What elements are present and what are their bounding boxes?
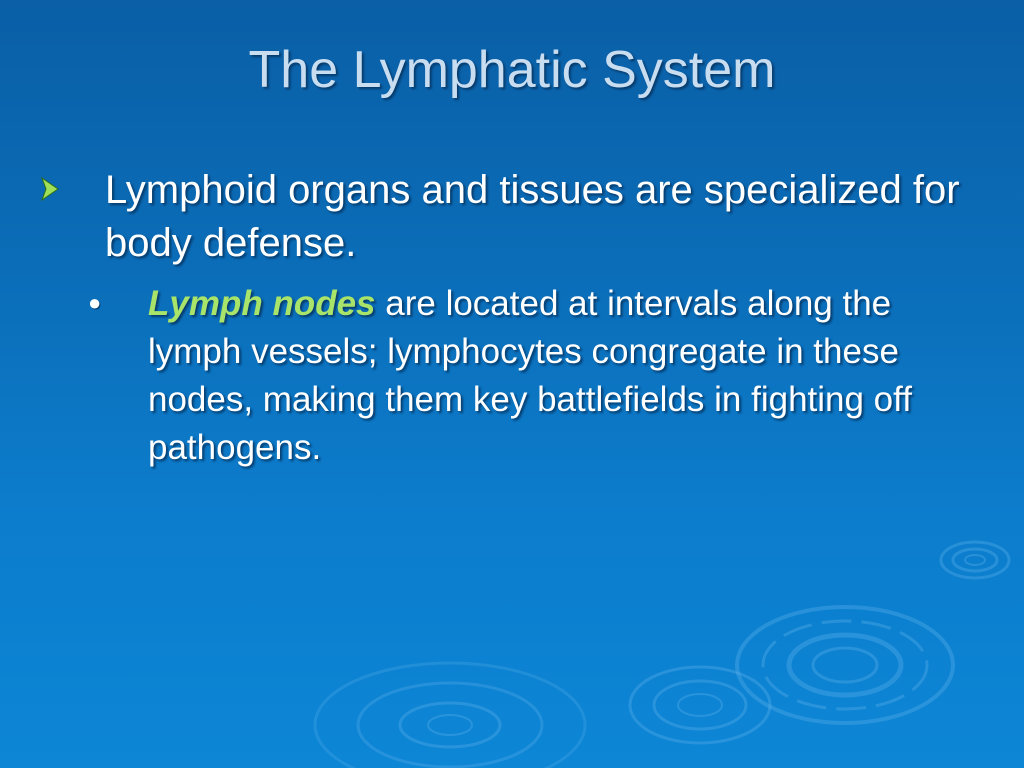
sub-bullet-body: are located at intervals along the lymph vessels; lymphocytes congregate in these nodes, making them key battlefields in fighting off pathogens. (148, 284, 912, 467)
highlighted-term: Lymph nodes (148, 284, 376, 323)
slide-title: The Lymphatic System (248, 41, 776, 99)
sub-bullet-text (148, 280, 988, 472)
arrow-bullet-icon (36, 174, 66, 204)
dot-bullet-icon: ● (88, 290, 102, 315)
bullet-text: Lymphoid organs and tissues are specialized for body defense. (105, 168, 960, 265)
